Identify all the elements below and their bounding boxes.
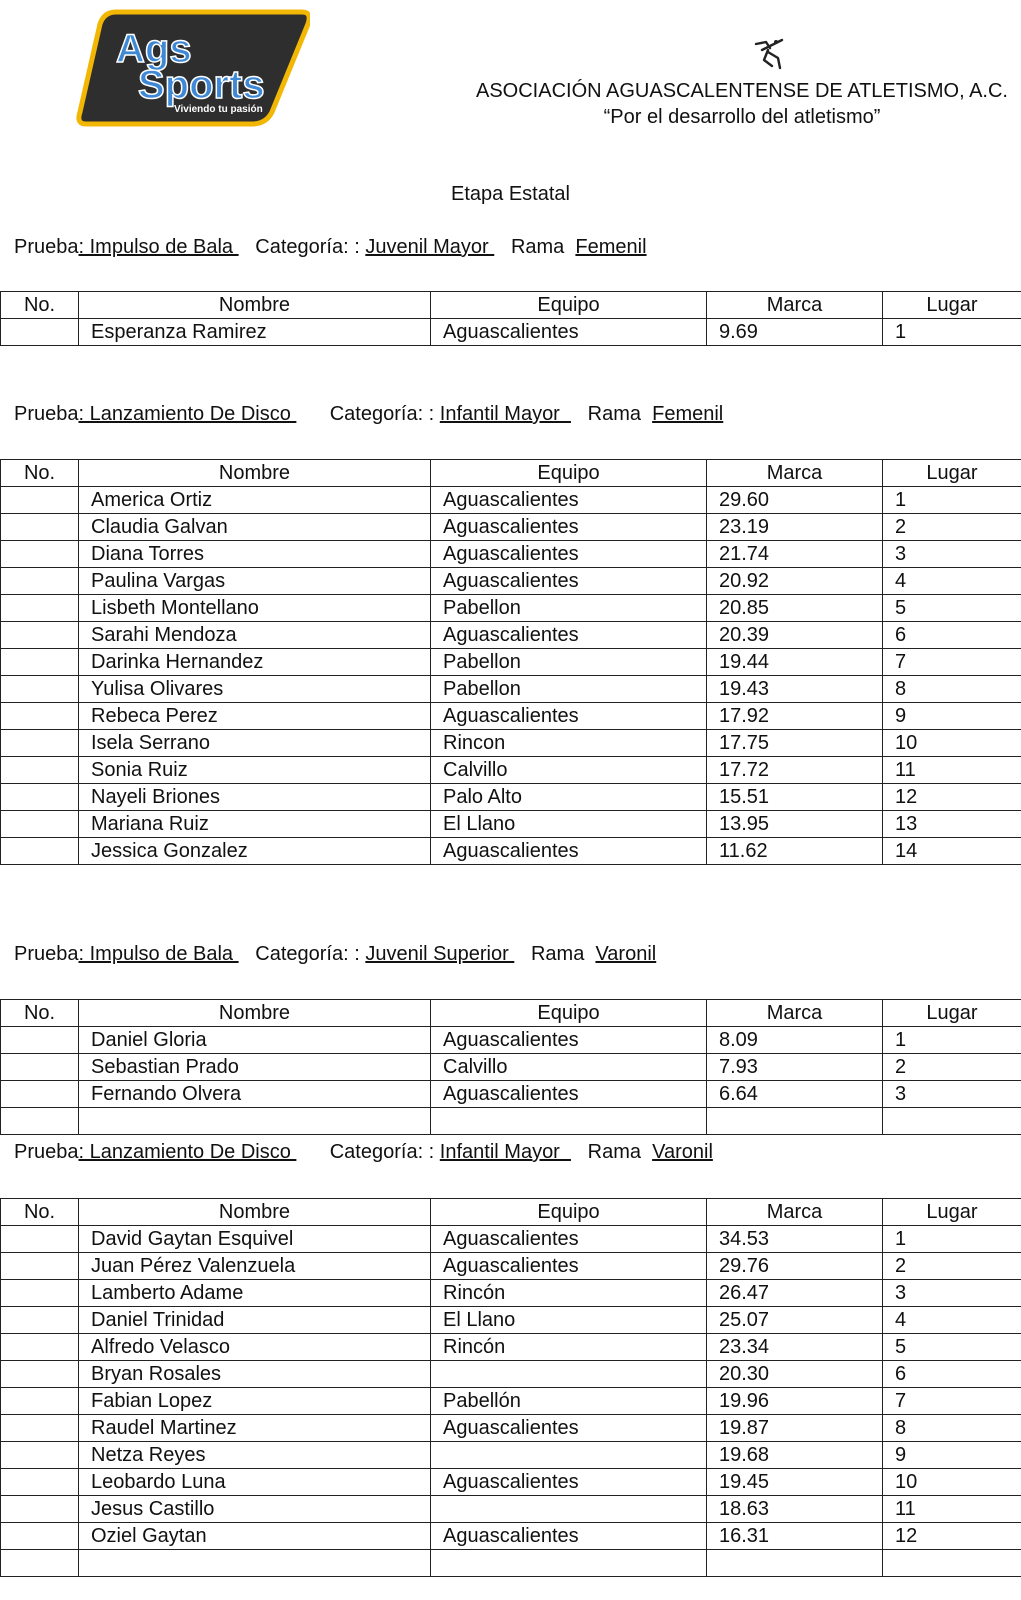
cell-marca: 19.44 <box>707 649 883 676</box>
categoria-label: Categoría: : <box>255 236 366 258</box>
cell-equipo: Aguascalientes <box>431 838 707 865</box>
results-table <box>0 1198 1021 1577</box>
cell-equipo: Aguascalientes <box>431 514 707 541</box>
organization-motto: “Por el desarrollo del atletismo” <box>603 106 881 128</box>
cell-nombre <box>79 1108 431 1135</box>
stage-title: Etapa Estatal <box>451 183 570 205</box>
cell-lugar: 5 <box>883 595 1021 622</box>
results-table <box>0 291 1021 346</box>
table-row <box>1 622 1021 649</box>
cell-nombre: Esperanza Ramirez <box>79 319 431 346</box>
table-row <box>1 1469 1021 1496</box>
rama-label: Rama <box>510 236 576 258</box>
cell-marca: 6.64 <box>707 1081 883 1108</box>
cell-no <box>1 1054 79 1081</box>
cell-no <box>1 757 79 784</box>
cell-nombre: Darinka Hernandez <box>79 649 431 676</box>
categoria-value: Infantil Mayor <box>439 403 571 425</box>
cell-nombre: Fernando Olvera <box>79 1081 431 1108</box>
col-equipo-header: Equipo <box>431 460 707 487</box>
cell-no <box>1 1280 79 1307</box>
cell-marca: 16.31 <box>707 1523 883 1550</box>
cell-equipo <box>431 1361 707 1388</box>
table-header-row <box>1 1199 1021 1226</box>
logo-line-2: Sports <box>138 63 265 107</box>
cell-marca: 19.68 <box>707 1442 883 1469</box>
cell-equipo: Pabellon <box>431 595 707 622</box>
cell-lugar: 3 <box>883 541 1021 568</box>
cell-nombre: Lisbeth Montellano <box>79 595 431 622</box>
table-row <box>1 757 1021 784</box>
cell-marca: 21.74 <box>707 541 883 568</box>
cell-equipo: Aguascalientes <box>431 1226 707 1253</box>
table-row <box>1 1442 1021 1469</box>
cell-nombre: Sebastian Prado <box>79 1054 431 1081</box>
cell-equipo: Aguascalientes <box>431 1027 707 1054</box>
cell-lugar: 12 <box>883 784 1021 811</box>
table-row <box>1 1081 1021 1108</box>
table-row <box>1 1334 1021 1361</box>
cell-no <box>1 1496 79 1523</box>
col-no-header: No. <box>1 1000 79 1027</box>
rama-value: Femenil <box>575 236 647 258</box>
categoria-value: Juvenil Superior <box>365 943 515 965</box>
event-heading <box>14 236 647 259</box>
cell-marca: 20.85 <box>707 595 883 622</box>
cell-equipo: El Llano <box>431 1307 707 1334</box>
cell-marca: 23.34 <box>707 1334 883 1361</box>
cell-no <box>1 784 79 811</box>
cell-lugar: 9 <box>883 703 1021 730</box>
cell-equipo: Rincon <box>431 730 707 757</box>
cell-no <box>1 622 79 649</box>
table-row <box>1 1415 1021 1442</box>
prueba-value: : Impulso de Bala <box>78 943 239 965</box>
table-row <box>1 1280 1021 1307</box>
cell-lugar: 7 <box>883 649 1021 676</box>
cell-no <box>1 1253 79 1280</box>
table-row <box>1 1027 1021 1054</box>
cell-nombre: Raudel Martinez <box>79 1415 431 1442</box>
col-lugar-header: Lugar <box>883 460 1021 487</box>
cell-no <box>1 1469 79 1496</box>
cell-lugar: 1 <box>883 319 1021 346</box>
cell-no <box>1 838 79 865</box>
cell-lugar: 4 <box>883 568 1021 595</box>
cell-nombre: Claudia Galvan <box>79 514 431 541</box>
table-row <box>1 676 1021 703</box>
cell-no <box>1 595 79 622</box>
table-row <box>1 487 1021 514</box>
cell-marca: 29.76 <box>707 1253 883 1280</box>
athlete-icon <box>752 36 788 72</box>
event-heading <box>14 403 723 426</box>
cell-lugar <box>883 1550 1021 1577</box>
col-lugar-header: Lugar <box>883 292 1021 319</box>
table-row <box>1 1550 1021 1577</box>
cell-lugar: 3 <box>883 1081 1021 1108</box>
cell-lugar: 3 <box>883 1280 1021 1307</box>
cell-marca: 19.87 <box>707 1415 883 1442</box>
cell-equipo: Aguascalientes <box>431 541 707 568</box>
cell-no <box>1 676 79 703</box>
results-table <box>0 999 1021 1135</box>
table-row <box>1 1108 1021 1135</box>
cell-no <box>1 487 79 514</box>
cell-lugar: 13 <box>883 811 1021 838</box>
cell-no <box>1 1523 79 1550</box>
table-row <box>1 1361 1021 1388</box>
cell-lugar: 8 <box>883 1415 1021 1442</box>
cell-equipo: Aguascalientes <box>431 1523 707 1550</box>
cell-nombre: Paulina Vargas <box>79 568 431 595</box>
categoria-label: Categoría: : <box>255 943 366 965</box>
cell-no <box>1 1415 79 1442</box>
cell-equipo: Aguascalientes <box>431 487 707 514</box>
table-row <box>1 1253 1021 1280</box>
table-row <box>1 703 1021 730</box>
cell-equipo <box>431 1442 707 1469</box>
cell-equipo: Pabellon <box>431 649 707 676</box>
cell-no <box>1 649 79 676</box>
cell-lugar: 5 <box>883 1334 1021 1361</box>
cell-equipo: Aguascalientes <box>431 1415 707 1442</box>
event-heading <box>14 1141 713 1164</box>
cell-nombre: Rebeca Perez <box>79 703 431 730</box>
col-lugar-header: Lugar <box>883 1199 1021 1226</box>
cell-nombre: Jesus Castillo <box>79 1496 431 1523</box>
cell-no <box>1 1226 79 1253</box>
cell-no <box>1 541 79 568</box>
cell-marca: 34.53 <box>707 1226 883 1253</box>
col-no-header: No. <box>1 460 79 487</box>
cell-no <box>1 1334 79 1361</box>
col-nombre-header: Nombre <box>79 292 431 319</box>
cell-equipo: Aguascalientes <box>431 1469 707 1496</box>
col-nombre-header: Nombre <box>79 460 431 487</box>
cell-marca <box>707 1108 883 1135</box>
col-equipo-header: Equipo <box>431 1000 707 1027</box>
col-marca-header: Marca <box>707 1000 883 1027</box>
cell-no <box>1 1027 79 1054</box>
results-table <box>0 459 1021 865</box>
cell-marca: 17.72 <box>707 757 883 784</box>
cell-nombre: Alfredo Velasco <box>79 1334 431 1361</box>
cell-equipo: Palo Alto <box>431 784 707 811</box>
prueba-label: Prueba <box>14 1141 79 1163</box>
cell-lugar: 11 <box>883 757 1021 784</box>
table-row <box>1 811 1021 838</box>
cell-marca: 11.62 <box>707 838 883 865</box>
col-no-header: No. <box>1 1199 79 1226</box>
table-header-row <box>1 460 1021 487</box>
cell-equipo <box>431 1550 707 1577</box>
table-row <box>1 595 1021 622</box>
cell-no <box>1 1108 79 1135</box>
prueba-label: Prueba <box>14 943 79 965</box>
cell-no <box>1 1442 79 1469</box>
cell-equipo: Aguascalientes <box>431 1253 707 1280</box>
table-row <box>1 1496 1021 1523</box>
cell-nombre: Sarahi Mendoza <box>79 622 431 649</box>
cell-nombre: Fabian Lopez <box>79 1388 431 1415</box>
cell-lugar: 6 <box>883 1361 1021 1388</box>
table-row <box>1 838 1021 865</box>
table-row <box>1 649 1021 676</box>
table-row <box>1 319 1021 346</box>
rama-value: Femenil <box>652 403 724 425</box>
event-heading <box>14 943 656 966</box>
cell-lugar: 8 <box>883 676 1021 703</box>
cell-no <box>1 1550 79 1577</box>
cell-no <box>1 703 79 730</box>
cell-marca: 20.30 <box>707 1361 883 1388</box>
cell-nombre: Daniel Gloria <box>79 1027 431 1054</box>
table-row <box>1 1388 1021 1415</box>
cell-equipo: Aguascalientes <box>431 319 707 346</box>
cell-equipo: Aguascalientes <box>431 568 707 595</box>
cell-marca: 19.43 <box>707 676 883 703</box>
cell-marca: 20.39 <box>707 622 883 649</box>
cell-equipo: Aguascalientes <box>431 622 707 649</box>
cell-nombre: Oziel Gaytan <box>79 1523 431 1550</box>
col-nombre-header: Nombre <box>79 1199 431 1226</box>
cell-marca: 9.69 <box>707 319 883 346</box>
cell-nombre: David Gaytan Esquivel <box>79 1226 431 1253</box>
prueba-value: : Impulso de Bala <box>78 236 239 258</box>
cell-no <box>1 1361 79 1388</box>
cell-lugar: 7 <box>883 1388 1021 1415</box>
organization-name: ASOCIACIÓN AGUASCALENTENSE DE ATLETISMO, A.C. <box>476 80 1008 102</box>
cell-nombre: Daniel Trinidad <box>79 1307 431 1334</box>
cell-equipo: El Llano <box>431 811 707 838</box>
cell-no <box>1 1388 79 1415</box>
cell-marca: 29.60 <box>707 487 883 514</box>
cell-nombre: Yulisa Olivares <box>79 676 431 703</box>
prueba-label: Prueba <box>14 403 79 425</box>
cell-nombre: Leobardo Luna <box>79 1469 431 1496</box>
cell-no <box>1 568 79 595</box>
cell-nombre: America Ortiz <box>79 487 431 514</box>
cell-no <box>1 730 79 757</box>
logo-line-1: Ags <box>116 27 192 71</box>
cell-nombre <box>79 1550 431 1577</box>
ags-sports-logo <box>76 6 310 128</box>
table-row <box>1 1307 1021 1334</box>
cell-nombre: Juan Pérez Valenzuela <box>79 1253 431 1280</box>
cell-marca: 7.93 <box>707 1054 883 1081</box>
cell-marca: 25.07 <box>707 1307 883 1334</box>
cell-no <box>1 319 79 346</box>
rama-value: Varonil <box>595 943 657 965</box>
cell-marca: 23.19 <box>707 514 883 541</box>
col-equipo-header: Equipo <box>431 292 707 319</box>
cell-no <box>1 1081 79 1108</box>
cell-lugar <box>883 1108 1021 1135</box>
col-marca-header: Marca <box>707 292 883 319</box>
categoria-label: Categoría: : <box>329 403 440 425</box>
cell-lugar: 10 <box>883 1469 1021 1496</box>
cell-lugar: 1 <box>883 487 1021 514</box>
cell-lugar: 12 <box>883 1523 1021 1550</box>
cell-nombre: Bryan Rosales <box>79 1361 431 1388</box>
cell-marca: 19.45 <box>707 1469 883 1496</box>
cell-equipo: Aguascalientes <box>431 1081 707 1108</box>
cell-no <box>1 1307 79 1334</box>
table-row <box>1 1054 1021 1081</box>
col-lugar-header: Lugar <box>883 1000 1021 1027</box>
col-marca-header: Marca <box>707 1199 883 1226</box>
cell-equipo <box>431 1108 707 1135</box>
cell-lugar: 6 <box>883 622 1021 649</box>
cell-marca: 13.95 <box>707 811 883 838</box>
col-no-header: No. <box>1 292 79 319</box>
prueba-value: : Lanzamiento De Disco <box>78 1141 297 1163</box>
prueba-label: Prueba <box>14 236 79 258</box>
cell-nombre: Lamberto Adame <box>79 1280 431 1307</box>
cell-nombre: Sonia Ruiz <box>79 757 431 784</box>
table-row <box>1 514 1021 541</box>
cell-marca: 15.51 <box>707 784 883 811</box>
categoria-label: Categoría: : <box>329 1141 440 1163</box>
cell-lugar: 14 <box>883 838 1021 865</box>
cell-marca: 17.92 <box>707 703 883 730</box>
cell-marca <box>707 1550 883 1577</box>
cell-lugar: 10 <box>883 730 1021 757</box>
cell-nombre: Netza Reyes <box>79 1442 431 1469</box>
cell-equipo <box>431 1496 707 1523</box>
cell-equipo: Rincón <box>431 1280 707 1307</box>
cell-equipo: Calvillo <box>431 757 707 784</box>
cell-equipo: Pabellon <box>431 676 707 703</box>
categoria-value: Juvenil Mayor <box>365 236 495 258</box>
rama-label: Rama <box>587 403 653 425</box>
col-nombre-header: Nombre <box>79 1000 431 1027</box>
cell-lugar: 1 <box>883 1027 1021 1054</box>
col-equipo-header: Equipo <box>431 1199 707 1226</box>
rama-label: Rama <box>530 943 596 965</box>
cell-equipo: Calvillo <box>431 1054 707 1081</box>
cell-lugar: 4 <box>883 1307 1021 1334</box>
col-marca-header: Marca <box>707 460 883 487</box>
cell-equipo: Pabellón <box>431 1388 707 1415</box>
cell-marca: 26.47 <box>707 1280 883 1307</box>
cell-lugar: 2 <box>883 1054 1021 1081</box>
cell-lugar: 11 <box>883 1496 1021 1523</box>
cell-no <box>1 811 79 838</box>
cell-nombre: Nayeli Briones <box>79 784 431 811</box>
cell-marca: 8.09 <box>707 1027 883 1054</box>
table-row <box>1 730 1021 757</box>
cell-lugar: 2 <box>883 514 1021 541</box>
cell-nombre: Isela Serrano <box>79 730 431 757</box>
table-header-row <box>1 1000 1021 1027</box>
cell-marca: 18.63 <box>707 1496 883 1523</box>
table-row <box>1 784 1021 811</box>
cell-lugar: 2 <box>883 1253 1021 1280</box>
cell-lugar: 1 <box>883 1226 1021 1253</box>
rama-label: Rama <box>587 1141 653 1163</box>
cell-marca: 17.75 <box>707 730 883 757</box>
logo-tagline: Viviendo tu pasión <box>174 104 263 115</box>
prueba-value: : Lanzamiento De Disco <box>78 403 297 425</box>
cell-marca: 19.96 <box>707 1388 883 1415</box>
table-header-row <box>1 292 1021 319</box>
table-row <box>1 1226 1021 1253</box>
table-row <box>1 568 1021 595</box>
table-row <box>1 541 1021 568</box>
cell-nombre: Mariana Ruiz <box>79 811 431 838</box>
rama-value: Varonil <box>652 1141 713 1163</box>
cell-no <box>1 514 79 541</box>
table-row <box>1 1523 1021 1550</box>
cell-marca: 20.92 <box>707 568 883 595</box>
cell-equipo: Rincón <box>431 1334 707 1361</box>
cell-nombre: Diana Torres <box>79 541 431 568</box>
categoria-value: Infantil Mayor <box>439 1141 571 1163</box>
cell-nombre: Jessica Gonzalez <box>79 838 431 865</box>
cell-lugar: 9 <box>883 1442 1021 1469</box>
cell-equipo: Aguascalientes <box>431 703 707 730</box>
